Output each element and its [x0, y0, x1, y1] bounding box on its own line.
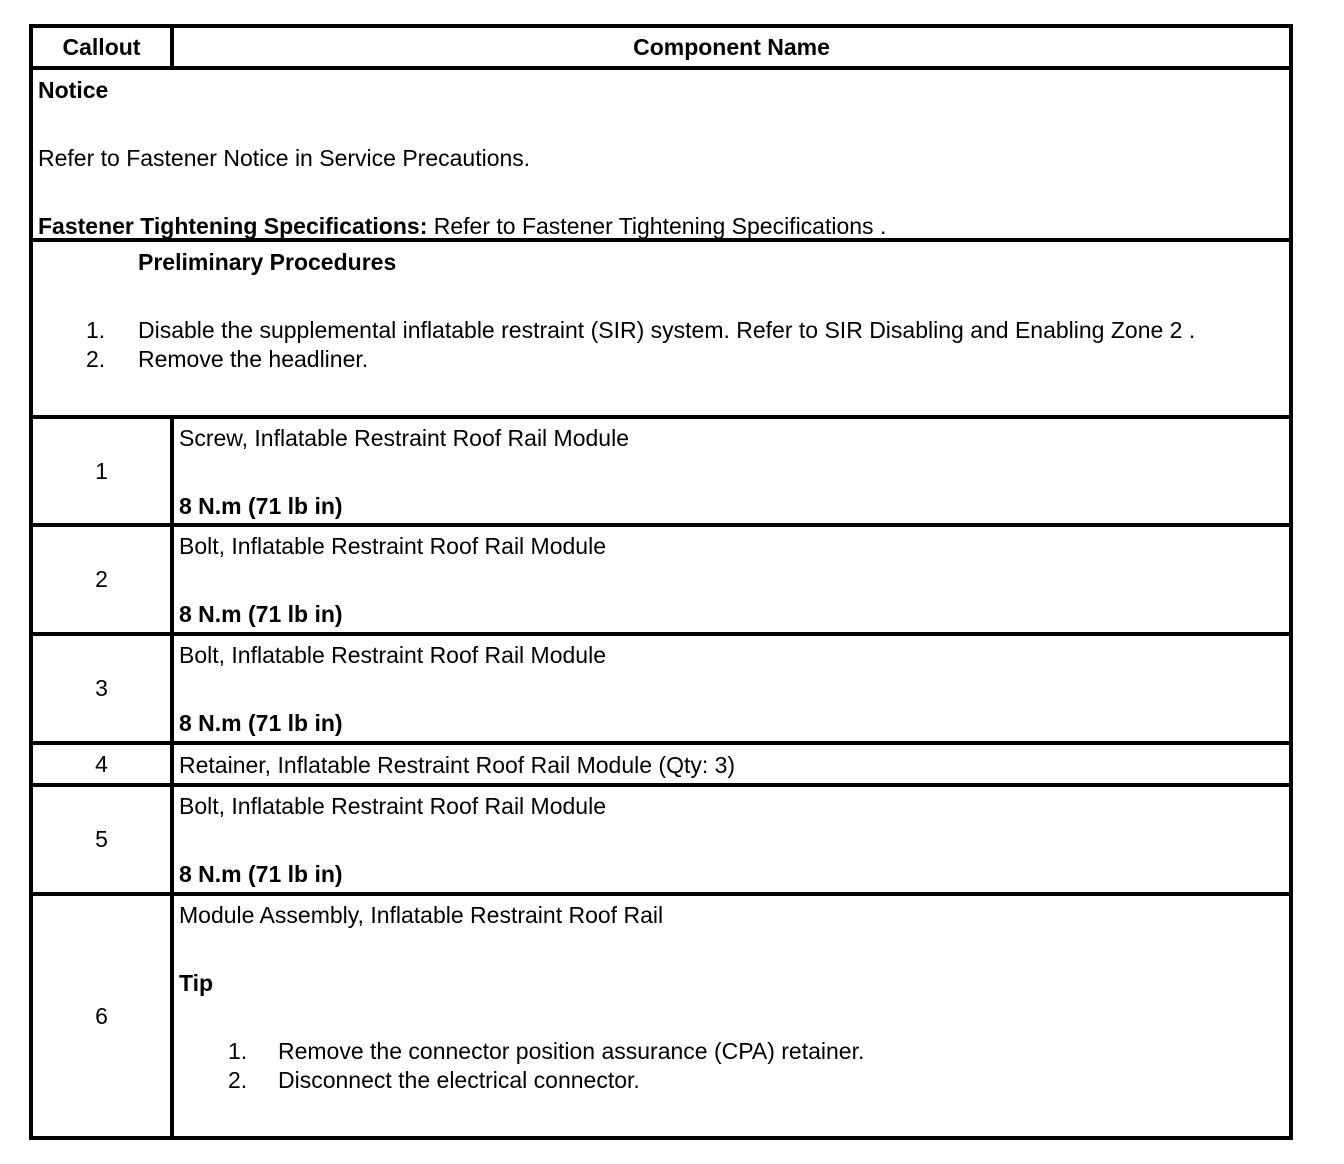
component-name: Bolt, Inflatable Restraint Roof Rail Module: [179, 793, 606, 819]
table-row: [33, 523, 1289, 632]
torque-spec: 8 N.m (71 lb in): [179, 861, 343, 887]
preliminary-step-number: 2.: [86, 346, 106, 372]
component-name: Bolt, Inflatable Restraint Roof Rail Module: [179, 533, 606, 559]
component-name: Screw, Inflatable Restraint Roof Rail Module: [179, 425, 629, 451]
torque-spec: 8 N.m (71 lb in): [179, 493, 343, 519]
tip-step-number: 2.: [228, 1067, 248, 1093]
callout-header: Callout: [33, 28, 174, 66]
table-row: [33, 415, 1289, 523]
callout-cell: 4: [33, 745, 174, 783]
component-name: Bolt, Inflatable Restraint Roof Rail Module: [179, 642, 606, 668]
preliminary-step-text: Remove the headliner.: [138, 346, 369, 372]
table-row: [33, 632, 1289, 741]
notice-title: Notice: [38, 77, 109, 103]
fastener-spec-line: [38, 213, 886, 239]
torque-spec: 8 N.m (71 lb in): [179, 710, 343, 736]
table-header: [33, 28, 1289, 66]
notice-text: Refer to Fastener Notice in Service Precautions.: [38, 145, 531, 171]
tip-step-text: Remove the connector position assurance (CPA) retainer.: [278, 1038, 865, 1064]
preliminary-step-number: 1.: [86, 317, 106, 343]
torque-spec: 8 N.m (71 lb in): [179, 601, 343, 627]
callout-cell: 3: [33, 636, 174, 741]
fastener-spec-text: Refer to Fastener Tightening Specifications .: [427, 213, 887, 239]
callout-cell: 5: [33, 787, 174, 892]
callout-cell: 6: [33, 896, 174, 1136]
table-row: [33, 783, 1289, 892]
preliminary-title: Preliminary Procedures: [138, 249, 397, 275]
component-table: [29, 24, 1293, 1140]
table-row: [33, 741, 1289, 783]
component-name: Module Assembly, Inflatable Restraint Roof Rail: [179, 902, 664, 928]
table-row: [33, 892, 1289, 1136]
component-name-header: Component Name: [633, 33, 830, 60]
tip-step-text: Disconnect the electrical connector.: [278, 1067, 640, 1093]
fastener-spec-label: Fastener Tightening Specifications:: [38, 213, 428, 239]
tip-step-number: 1.: [228, 1038, 248, 1064]
component-name: Retainer, Inflatable Restraint Roof Rail Module (Qty: 3): [179, 752, 736, 778]
notice-row: [33, 66, 1289, 238]
callout-cell: 1: [33, 419, 174, 523]
preliminary-row: [33, 238, 1289, 415]
preliminary-step-text: Disable the supplemental inflatable restraint (SIR) system. Refer to SIR Disabling and Enabling Zone 2 .: [138, 317, 1196, 343]
callout-cell: 2: [33, 527, 174, 632]
tip-title: Tip: [179, 970, 214, 996]
